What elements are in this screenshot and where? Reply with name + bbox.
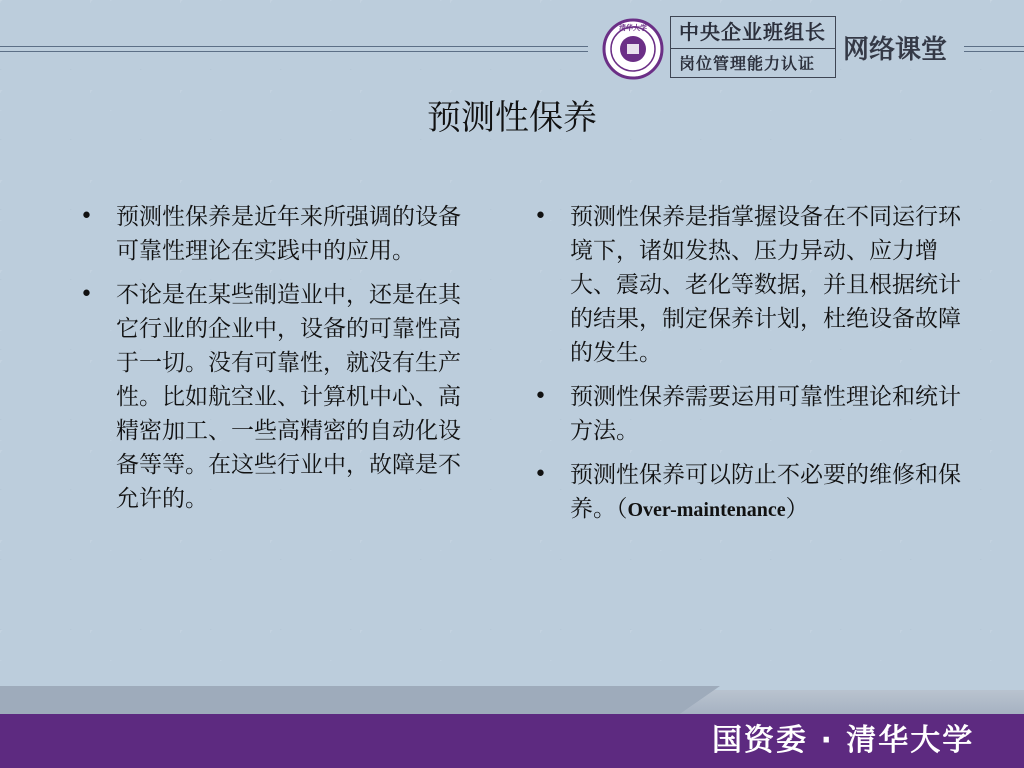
bullet-item — [534, 458, 964, 527]
bullet-item — [534, 200, 964, 370]
bullet-text: 预测性保养是指掌握设备在不同运行环境下，诸如发热、压力异动、应力增大、震动、老化等数据，并且根据统计的结果，制定保养计划，杜绝设备故障的发生。 — [570, 204, 961, 366]
right-column — [534, 200, 964, 537]
bullet-item — [534, 380, 964, 448]
bullet-dot: • — [534, 462, 547, 487]
org-name-box — [670, 16, 836, 78]
slide-title: 预测性保养 — [427, 98, 597, 138]
bullet-dot: • — [80, 282, 93, 307]
bullet-text-close: ） — [785, 496, 809, 522]
header-rule-right — [964, 46, 1024, 52]
left-column — [80, 200, 480, 526]
bullet-text: 预测性保养需要运用可靠性理论和统计方法。 — [570, 384, 961, 444]
bullet-text: 预测性保养是近年来所强调的设备可靠性理论在实践中的应用。 — [116, 204, 461, 264]
footer-text: 国资委 · 清华大学 — [712, 723, 975, 758]
bullet-dot: • — [534, 384, 547, 409]
bullet-dot: • — [80, 204, 93, 229]
bullet-item — [80, 278, 480, 516]
bullet-text — [570, 458, 964, 527]
bullet-dot: • — [534, 204, 547, 229]
bullet-text-latin: Over-maintenance — [627, 499, 786, 521]
bullet-item — [80, 200, 480, 268]
university-seal-icon — [602, 18, 664, 80]
org-course-label: 网络课堂 — [843, 35, 948, 65]
svg-text:清华大学: 清华大学 — [619, 24, 647, 32]
bullet-text-main: 预测性保养可以防止不必要的维修和保养。（ — [570, 462, 961, 522]
header-rule-left — [0, 46, 588, 52]
bullet-text: 不论是在某些制造业中，还是在其它行业的企业中，设备的可靠性高于一切。没有可靠性，就没有生产性。比如航空业、计算机中心、高精密加工、一些高精密的自动化设备等等。在这些行业中，故障是不允许的。 — [116, 282, 461, 512]
org-name-line1: 中央企业班组长 — [671, 17, 835, 49]
org-name-line2: 岗位管理能力认证 — [679, 54, 816, 73]
footer-decoration — [0, 686, 720, 716]
